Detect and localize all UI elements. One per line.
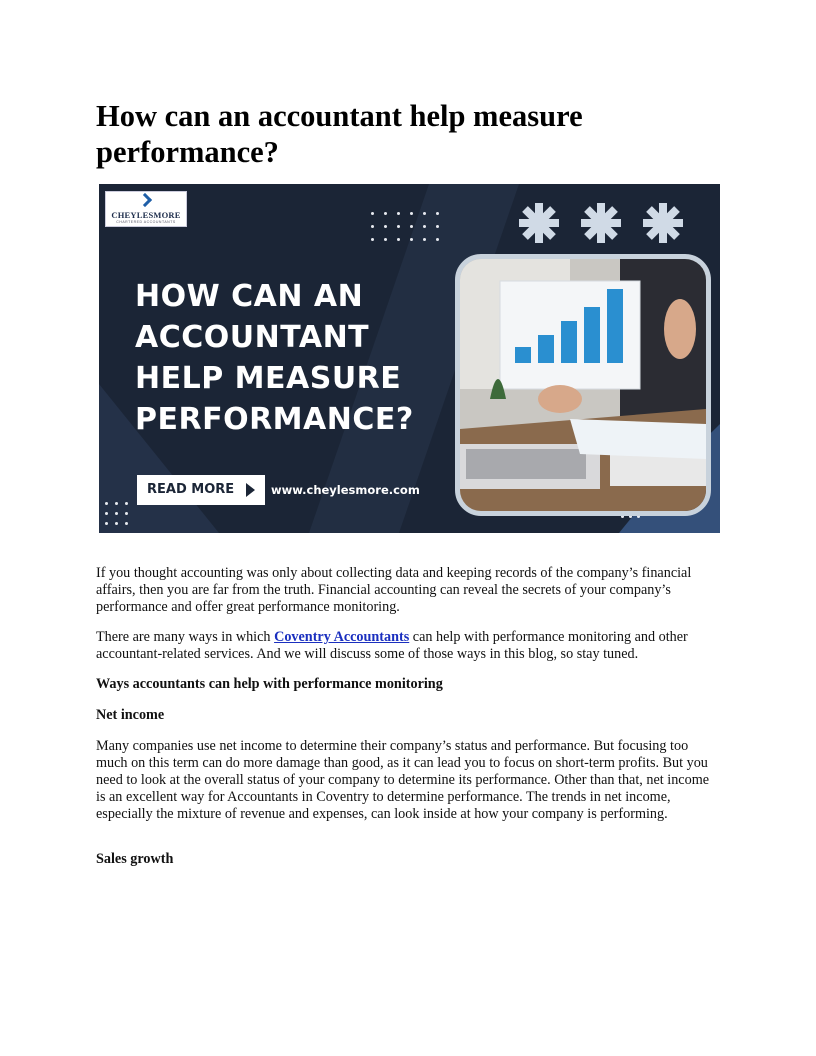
photo-illustration (460, 259, 706, 511)
logo-subtitle: CHARTERED ACCOUNTANTS (116, 220, 176, 224)
cheylesmore-logo (105, 191, 187, 227)
headline-line: HOW CAN AN (135, 279, 364, 314)
read-more-button[interactable] (137, 475, 265, 505)
banner-url: www.cheylesmore.com (271, 483, 420, 497)
headline-line: ACCOUNTANT (135, 320, 370, 355)
page-title: How can an accountant help measure performance? (96, 99, 583, 169)
section-heading: Ways accountants can help with performance monitoring (96, 676, 443, 692)
intro-paragraph: If you thought accounting was only about collecting data and keeping records of the company’s financial affairs, then you are far from the truth. Financial accounting can reveal the secrets of your company’s performance and offer great performance monitoring. (96, 565, 692, 615)
logo-chevron-icon (138, 193, 152, 207)
asterisk-icon (579, 201, 623, 245)
headline-line: PERFORMANCE? (135, 402, 414, 437)
asterisk-icon (517, 201, 561, 245)
banner-headline (135, 276, 465, 440)
accountant-photo (455, 254, 711, 516)
read-more-label: READ MORE (147, 482, 235, 497)
net-income-paragraph: Many companies use net income to determine their company’s status and performance. But focusing too much on this term can do more damage than good, as it can lead you to focus on short-term profits. But you need to look at the overall status of your company to determine its performance. Other than that, net income is an excellent way for Accountants in Coventry to determine performance. The trends in net income, especially the mixture of revenue and expenses, can look inside at how your company is performing. (96, 738, 710, 822)
headline-line: HELP MEASURE (135, 361, 402, 396)
dot-grid-decoration (371, 212, 451, 248)
dot-grid-decoration (105, 502, 135, 532)
services-paragraph (96, 629, 720, 663)
asterisk-icon (641, 201, 685, 245)
play-arrow-icon (246, 483, 255, 497)
coventry-accountants-link[interactable]: Coventry Accountants (274, 629, 410, 645)
subheading-sales-growth: Sales growth (96, 851, 174, 867)
logo-name: CHEYLESMORE (111, 210, 181, 220)
subheading-net-income: Net income (96, 707, 165, 723)
paragraph-text: There are many ways in which (96, 629, 275, 645)
article-banner-image (99, 184, 720, 533)
paragraph-text: can help with performance monitoring and other accountant-related services. And we will discuss some of those ways in this blog, so stay tuned. (96, 629, 688, 662)
